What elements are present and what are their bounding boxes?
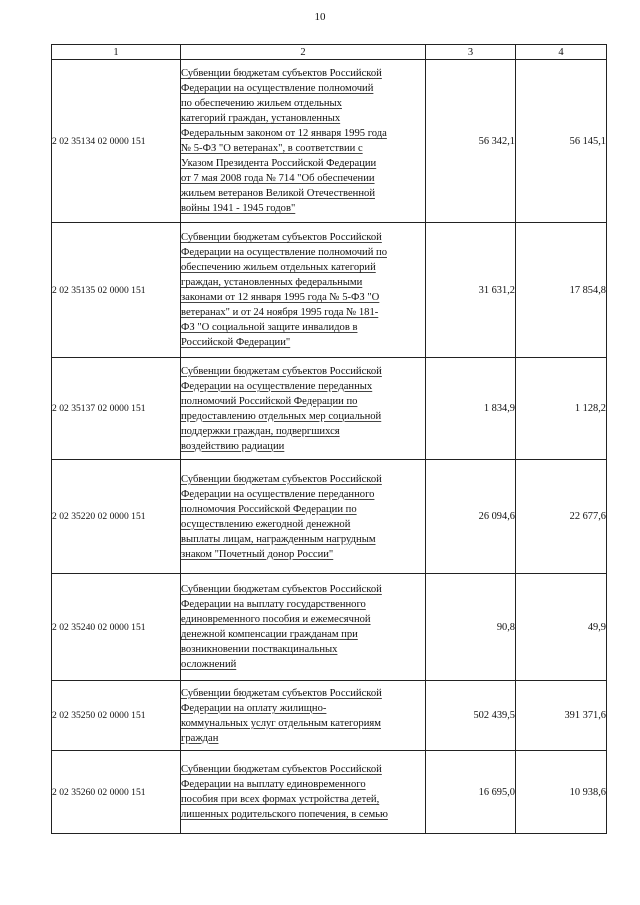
table-row <box>52 751 607 834</box>
table-row <box>52 358 607 460</box>
description-line: законами от 12 января 1995 года № 5-ФЗ "О <box>181 292 380 303</box>
description-line: Субвенции бюджетам субъектов Российской <box>181 473 382 485</box>
table-row <box>52 460 607 574</box>
description-line: Субвенции бюджетам субъектов Российской <box>181 365 382 377</box>
description-line: выплаты лицам, награжденным нагрудным <box>181 533 376 545</box>
description-line: денежной компенсации гражданам при <box>181 629 358 640</box>
description-line: Федерации на осуществление переданных <box>181 380 373 392</box>
description-line: воздействию радиации <box>181 440 285 452</box>
page-number: 10 <box>314 11 326 23</box>
description-line: Федерации на выплату государственного <box>181 599 366 610</box>
amount-col4-cell: 22 677,6 <box>516 460 607 574</box>
amount-col4-cell: 56 145,1 <box>516 60 607 223</box>
description-line: № 5-ФЗ "О ветеранах", в соответствии с <box>181 143 363 154</box>
description-line: Субвенции бюджетам субъектов Российской <box>181 764 382 775</box>
description-line: Федеральным законом от 12 января 1995 года <box>181 128 387 139</box>
table-row <box>52 681 607 751</box>
description-line: Федерации на осуществление полномочий по <box>181 247 387 258</box>
description-line: полномочий Российской Федерации по <box>181 395 358 407</box>
description-line: ФЗ "О социальной защите инвалидов в <box>181 322 358 333</box>
budget-code-cell: 2 02 35260 02 0000 151 <box>52 751 181 834</box>
description-line: войны 1941 - 1945 годов" <box>181 203 296 214</box>
description-line: Субвенции бюджетам субъектов Российской <box>181 68 382 79</box>
amount-col4-cell: 17 854,8 <box>516 223 607 358</box>
budget-code-cell: 2 02 35134 02 0000 151 <box>52 60 181 223</box>
amount-col4-cell: 49,9 <box>516 574 607 681</box>
description-cell <box>181 751 426 834</box>
budget-code-cell: 2 02 35220 02 0000 151 <box>52 460 181 574</box>
description-line: единовременного пособия и ежемесячной <box>181 614 371 625</box>
description-line: Российской Федерации" <box>181 337 291 348</box>
description-line: предоставлению отдельных мер социальной <box>181 410 382 422</box>
column-header: 3 <box>426 45 516 60</box>
description-line: осуществлению ежегодной денежной <box>181 518 351 530</box>
description-line: Федерации на оплату жилищно- <box>181 702 327 714</box>
amount-col3-cell: 56 342,1 <box>426 60 516 223</box>
description-line: коммунальных услуг отдельным категориям <box>181 717 381 729</box>
description-line: от 7 мая 2008 года № 714 "Об обеспечении <box>181 173 375 184</box>
description-line: Федерации на осуществление переданного <box>181 488 375 500</box>
description-line: Федерации на осуществление полномочий <box>181 83 374 94</box>
description-line: полномочия Российской Федерации по <box>181 503 357 515</box>
description-line: лишенных родительского попечения, в семью <box>181 809 388 820</box>
description-cell <box>181 681 426 751</box>
description-line: Указом Президента Российской Федерации <box>181 158 377 169</box>
amount-col3-cell: 90,8 <box>426 574 516 681</box>
description-line: жильем ветеранов Великой Отечественной <box>181 188 375 199</box>
description-cell <box>181 223 426 358</box>
description-cell <box>181 60 426 223</box>
description-line: осложнений <box>181 659 237 670</box>
description-line: ветеранах" и от 24 ноября 1995 года № 181- <box>181 307 379 318</box>
budget-code-cell: 2 02 35240 02 0000 151 <box>52 574 181 681</box>
amount-col4-cell: 10 938,6 <box>516 751 607 834</box>
description-line: обеспечению жильем отдельных категорий <box>181 262 376 273</box>
description-line: по обеспечению жильем отдельных <box>181 98 342 109</box>
amount-col4-cell: 391 371,6 <box>516 681 607 751</box>
amount-col3-cell: 502 439,5 <box>426 681 516 751</box>
description-line: знаком "Почетный донор России" <box>181 548 334 560</box>
description-line: граждан, установленных федеральными <box>181 277 363 288</box>
description-line: Федерации на выплату единовременного <box>181 779 366 790</box>
budget-table <box>51 44 607 834</box>
description-line: Субвенции бюджетам субъектов Российской <box>181 232 382 243</box>
description-line: пособия при всех формах устройства детей, <box>181 794 380 805</box>
description-line: Субвенции бюджетам субъектов Российской <box>181 687 382 699</box>
description-line: возникновении поствакцинальных <box>181 644 338 655</box>
amount-col3-cell: 31 631,2 <box>426 223 516 358</box>
table-row <box>52 223 607 358</box>
description-cell <box>181 574 426 681</box>
budget-code-cell: 2 02 35250 02 0000 151 <box>52 681 181 751</box>
header-row <box>52 45 607 60</box>
description-line: граждан <box>181 732 219 744</box>
column-header: 2 <box>181 45 426 60</box>
amount-col3-cell: 16 695,0 <box>426 751 516 834</box>
budget-code-cell: 2 02 35137 02 0000 151 <box>52 358 181 460</box>
budget-code-cell: 2 02 35135 02 0000 151 <box>52 223 181 358</box>
description-cell <box>181 460 426 574</box>
description-line: категорий граждан, установленных <box>181 113 341 124</box>
amount-col3-cell: 26 094,6 <box>426 460 516 574</box>
description-line: Субвенции бюджетам субъектов Российской <box>181 584 382 595</box>
column-header: 1 <box>52 45 181 60</box>
amount-col3-cell: 1 834,9 <box>426 358 516 460</box>
amount-col4-cell: 1 128,2 <box>516 358 607 460</box>
table-row <box>52 60 607 223</box>
table-row <box>52 574 607 681</box>
description-line: поддержки граждан, подвергшихся <box>181 425 340 437</box>
column-header: 4 <box>516 45 607 60</box>
description-cell <box>181 358 426 460</box>
